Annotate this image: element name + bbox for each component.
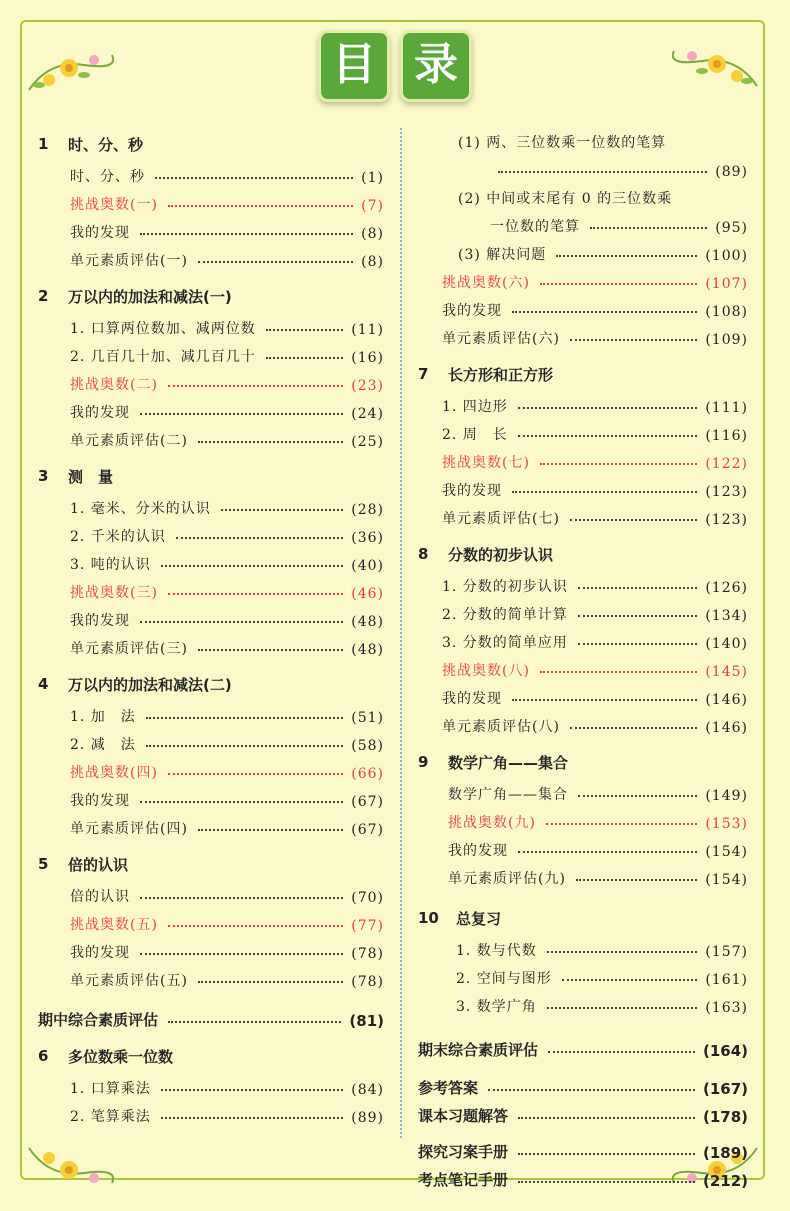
toc-entry[interactable] bbox=[418, 596, 748, 624]
toc-entry[interactable] bbox=[418, 472, 748, 500]
toc-entry[interactable] bbox=[38, 310, 384, 338]
chapter-heading[interactable] bbox=[38, 462, 384, 490]
page-number: (81) bbox=[349, 1012, 384, 1030]
entry-label: 3. 数学广角 bbox=[456, 999, 537, 1015]
chapter-number: 7 bbox=[418, 365, 429, 383]
page-number: (163) bbox=[705, 1000, 748, 1016]
toc-entry[interactable] bbox=[418, 860, 748, 888]
entry-label: 单元素质评估(五) bbox=[70, 973, 188, 989]
page-number: (111) bbox=[705, 400, 748, 416]
page-number: (140) bbox=[705, 636, 748, 652]
entry-label: 单元素质评估(三) bbox=[70, 641, 188, 657]
toc-entry[interactable] bbox=[38, 810, 384, 838]
toc-entry[interactable] bbox=[38, 394, 384, 422]
toc-entry[interactable] bbox=[38, 1098, 384, 1126]
toc-entry[interactable] bbox=[418, 776, 748, 804]
chapter-heading[interactable] bbox=[418, 540, 748, 568]
dot-leader bbox=[518, 1153, 695, 1155]
entry-label: 期末综合素质评估 bbox=[418, 1041, 539, 1059]
page-number: (146) bbox=[705, 720, 748, 736]
chapter-title: 多位数乘一位数 bbox=[68, 1047, 174, 1066]
page-number: (46) bbox=[351, 586, 384, 602]
page-number: (164) bbox=[702, 1042, 748, 1060]
dot-leader bbox=[512, 699, 697, 701]
toc-entry[interactable] bbox=[38, 630, 384, 658]
chapter-number: 3 bbox=[38, 467, 49, 485]
chapter-heading[interactable] bbox=[38, 282, 384, 310]
dot-leader bbox=[518, 1181, 695, 1183]
entry-label: 挑战奥数(九) bbox=[448, 815, 536, 831]
bottom-left-flower-ornament bbox=[24, 1138, 114, 1198]
toc-entry-challenge[interactable] bbox=[38, 906, 384, 934]
chapter-number: 10 bbox=[418, 909, 439, 927]
toc-entry[interactable] bbox=[38, 338, 384, 366]
toc-entry-line1[interactable] bbox=[418, 184, 748, 208]
dot-leader bbox=[518, 1117, 695, 1119]
page-number: (78) bbox=[351, 974, 384, 990]
dot-leader bbox=[168, 1021, 341, 1023]
chapter-heading[interactable] bbox=[38, 1042, 384, 1070]
toc-entry[interactable] bbox=[418, 708, 748, 736]
page-number: (7) bbox=[361, 198, 384, 214]
dot-leader bbox=[590, 227, 707, 229]
toc-entry[interactable] bbox=[38, 878, 384, 906]
page-number: (212) bbox=[702, 1172, 748, 1190]
chapter-number: 5 bbox=[38, 855, 49, 873]
page-number: (89) bbox=[351, 1110, 384, 1126]
toc-entry-challenge[interactable] bbox=[38, 754, 384, 782]
toc-entry[interactable] bbox=[38, 422, 384, 450]
entry-label: 挑战奥数(八) bbox=[442, 663, 530, 679]
entry-label: 挑战奥数(六) bbox=[442, 275, 530, 291]
entry-label: (3) 解决问题 bbox=[458, 247, 547, 263]
dot-leader bbox=[518, 407, 698, 409]
chapter-title: 分数的初步认识 bbox=[448, 545, 554, 564]
dot-leader bbox=[547, 1007, 698, 1009]
dot-leader bbox=[198, 441, 343, 443]
toc-entry[interactable] bbox=[418, 932, 748, 960]
dot-leader bbox=[198, 261, 353, 263]
toc-entry[interactable] bbox=[38, 546, 384, 574]
dot-leader bbox=[266, 357, 343, 359]
entry-label: 挑战奥数(三) bbox=[70, 585, 158, 601]
entry-label: 我的发现 bbox=[70, 613, 130, 629]
dot-leader bbox=[547, 951, 698, 953]
entry-label: 2. 减 法 bbox=[70, 737, 136, 753]
entry-label: 期中综合素质评估 bbox=[38, 1011, 159, 1029]
chapter-title: 万以内的加法和减法(一) bbox=[68, 287, 232, 306]
dot-leader bbox=[198, 829, 343, 831]
entry-label: 我的发现 bbox=[70, 945, 130, 961]
column-divider bbox=[400, 128, 402, 1138]
chapter-title: 万以内的加法和减法(二) bbox=[68, 675, 232, 694]
entry-label: (2) 中间或末尾有 0 的三位数乘 bbox=[458, 191, 673, 207]
chapter-heading[interactable] bbox=[418, 904, 748, 932]
page-number: (109) bbox=[705, 332, 748, 348]
dot-leader bbox=[578, 795, 697, 797]
entry-label: 挑战奥数(二) bbox=[70, 377, 158, 393]
toc-entry-challenge[interactable] bbox=[38, 186, 384, 214]
entry-label: 1. 分数的初步认识 bbox=[442, 579, 568, 595]
toc-entry-line1[interactable] bbox=[418, 128, 748, 152]
page-number: (107) bbox=[705, 276, 748, 292]
chapter-title: 倍的认识 bbox=[68, 855, 129, 874]
entry-label: 单元素质评估(八) bbox=[442, 719, 560, 735]
page-number: (36) bbox=[351, 530, 384, 546]
page-number: (126) bbox=[705, 580, 748, 596]
page-number: (154) bbox=[705, 844, 748, 860]
dot-leader bbox=[266, 329, 343, 331]
entry-label: (1) 两、三位数乘一位数的笔算 bbox=[458, 135, 667, 151]
entry-label: 2. 周 长 bbox=[442, 427, 508, 443]
page-number: (154) bbox=[705, 872, 748, 888]
chapter-number: 6 bbox=[38, 1047, 49, 1065]
page-number: (67) bbox=[351, 822, 384, 838]
entry-label: 挑战奥数(五) bbox=[70, 917, 158, 933]
dot-leader bbox=[578, 615, 698, 617]
top-left-flower-ornament bbox=[24, 40, 114, 100]
toc-entry[interactable] bbox=[38, 518, 384, 546]
toc-entry-answers[interactable] bbox=[418, 1070, 748, 1098]
page-number: (89) bbox=[715, 164, 748, 180]
toc-entry[interactable] bbox=[418, 568, 748, 596]
dot-leader bbox=[518, 435, 698, 437]
dot-leader bbox=[221, 509, 343, 511]
dot-leader bbox=[498, 171, 707, 173]
toc-entry[interactable] bbox=[38, 698, 384, 726]
chapter-heading[interactable] bbox=[38, 850, 384, 878]
page-number: (178) bbox=[702, 1108, 748, 1126]
entry-label: 3. 分数的简单应用 bbox=[442, 635, 568, 651]
chapter-number: 4 bbox=[38, 675, 49, 693]
entry-label: 挑战奥数(一) bbox=[70, 197, 158, 213]
page-number: (66) bbox=[351, 766, 384, 782]
dot-leader bbox=[198, 981, 343, 983]
entry-label: 我的发现 bbox=[70, 793, 130, 809]
dot-leader bbox=[168, 593, 343, 595]
entry-label: 挑战奥数(七) bbox=[442, 455, 530, 471]
entry-label: 我的发现 bbox=[70, 405, 130, 421]
page-number: (123) bbox=[705, 484, 748, 500]
toc-entry-final-exam[interactable] bbox=[418, 1032, 748, 1060]
chapter-number: 1 bbox=[38, 135, 49, 153]
dot-leader bbox=[161, 1089, 343, 1091]
chapter-title: 时、分、秒 bbox=[68, 135, 144, 154]
dot-leader bbox=[146, 717, 343, 719]
entry-label: 1. 数与代数 bbox=[456, 943, 537, 959]
entry-label: 单元素质评估(九) bbox=[448, 871, 566, 887]
page-number: (28) bbox=[351, 502, 384, 518]
toc-entry[interactable] bbox=[38, 1070, 384, 1098]
page-number: (16) bbox=[351, 350, 384, 366]
page-number: (1) bbox=[361, 170, 384, 186]
chapter-heading[interactable] bbox=[418, 360, 748, 388]
toc-entry[interactable] bbox=[418, 988, 748, 1016]
toc-entry[interactable] bbox=[418, 320, 748, 348]
dot-leader bbox=[540, 671, 697, 673]
entry-label: 3. 吨的认识 bbox=[70, 557, 151, 573]
toc-entry[interactable] bbox=[418, 292, 748, 320]
dot-leader bbox=[512, 311, 697, 313]
toc-entry[interactable] bbox=[38, 934, 384, 962]
dot-leader bbox=[140, 233, 353, 235]
entry-label: 考点笔记手册 bbox=[418, 1171, 509, 1189]
page-number: (25) bbox=[351, 434, 384, 450]
page-number: (146) bbox=[705, 692, 748, 708]
chapter-heading[interactable] bbox=[418, 748, 748, 776]
chapter-number: 2 bbox=[38, 287, 49, 305]
toc-entry-midterm[interactable] bbox=[38, 1002, 384, 1030]
page-number: (48) bbox=[351, 642, 384, 658]
page-number: (24) bbox=[351, 406, 384, 422]
entry-label: 我的发现 bbox=[442, 303, 502, 319]
entry-label: 单元素质评估(四) bbox=[70, 821, 188, 837]
chapter-number: 9 bbox=[418, 753, 429, 771]
page-number: (77) bbox=[351, 918, 384, 934]
entry-label: 单元素质评估(六) bbox=[442, 331, 560, 347]
chapter-title: 数学广角——集合 bbox=[448, 753, 569, 772]
dot-leader bbox=[161, 565, 343, 567]
dot-leader bbox=[198, 649, 343, 651]
dot-leader bbox=[578, 643, 698, 645]
page-number: (67) bbox=[351, 794, 384, 810]
dot-leader bbox=[488, 1089, 695, 1091]
page-number: (189) bbox=[702, 1144, 748, 1162]
toc-left-column bbox=[38, 130, 384, 1126]
toc-entry-challenge[interactable] bbox=[418, 264, 748, 292]
dot-leader bbox=[140, 413, 343, 415]
page-number: (58) bbox=[351, 738, 384, 754]
dot-leader bbox=[546, 823, 697, 825]
chapter-heading[interactable] bbox=[38, 670, 384, 698]
dot-leader bbox=[140, 621, 343, 623]
toc-entry[interactable] bbox=[418, 624, 748, 652]
entry-label: 倍的认识 bbox=[70, 889, 130, 905]
page-number: (8) bbox=[361, 226, 384, 242]
dot-leader bbox=[140, 897, 343, 899]
dot-leader bbox=[140, 801, 343, 803]
page-number: (145) bbox=[705, 664, 748, 680]
page-number: (108) bbox=[705, 304, 748, 320]
dot-leader bbox=[168, 205, 353, 207]
entry-label: 1. 加 法 bbox=[70, 709, 136, 725]
entry-label: 1. 四边形 bbox=[442, 399, 508, 415]
toc-entry-challenge[interactable] bbox=[38, 366, 384, 394]
dot-leader bbox=[562, 979, 698, 981]
page-number: (167) bbox=[702, 1080, 748, 1098]
dot-leader bbox=[518, 851, 697, 853]
entry-label: 我的发现 bbox=[442, 691, 502, 707]
page-number: (149) bbox=[705, 788, 748, 804]
entry-label: 课本习题解答 bbox=[418, 1107, 509, 1125]
toc-entry-challenge[interactable] bbox=[418, 804, 748, 832]
dot-leader bbox=[570, 339, 697, 341]
toc-entry[interactable] bbox=[418, 236, 748, 264]
entry-label: 2. 几百几十加、减几百几十 bbox=[70, 349, 256, 365]
dot-leader bbox=[570, 727, 697, 729]
toc-entry[interactable] bbox=[418, 388, 748, 416]
toc-entry-line2[interactable] bbox=[418, 208, 748, 236]
entry-label: 时、分、秒 bbox=[70, 169, 145, 185]
page-number: (153) bbox=[705, 816, 748, 832]
page-number: (161) bbox=[705, 972, 748, 988]
toc-entry[interactable] bbox=[418, 416, 748, 444]
entry-label: 单元素质评估(一) bbox=[70, 253, 188, 269]
page-number: (116) bbox=[705, 428, 748, 444]
toc-entry-notes-handbook[interactable] bbox=[418, 1162, 748, 1190]
dot-leader bbox=[570, 519, 697, 521]
entry-label: 数学广角——集合 bbox=[448, 787, 568, 803]
dot-leader bbox=[168, 925, 343, 927]
toc-entry[interactable] bbox=[418, 680, 748, 708]
page-number: (8) bbox=[361, 254, 384, 270]
dot-leader bbox=[140, 953, 343, 955]
toc-entry[interactable] bbox=[38, 962, 384, 990]
entry-label: 我的发现 bbox=[70, 225, 130, 241]
entry-label: 我的发现 bbox=[448, 843, 508, 859]
entry-label: 单元素质评估(七) bbox=[442, 511, 560, 527]
page-number: (23) bbox=[351, 378, 384, 394]
entry-label: 1. 口算乘法 bbox=[70, 1081, 151, 1097]
page-number: (123) bbox=[705, 512, 748, 528]
page-title-char-1: 目 bbox=[318, 30, 390, 102]
dot-leader bbox=[155, 177, 353, 179]
dot-leader bbox=[146, 745, 343, 747]
chapter-heading[interactable] bbox=[38, 130, 384, 158]
dot-leader bbox=[578, 587, 698, 589]
toc-entry[interactable] bbox=[38, 726, 384, 754]
entry-label: 2. 分数的简单计算 bbox=[442, 607, 568, 623]
page-number: (134) bbox=[705, 608, 748, 624]
toc-entry[interactable] bbox=[38, 782, 384, 810]
chapter-title: 测 量 bbox=[68, 467, 114, 486]
dot-leader bbox=[512, 491, 697, 493]
toc-entry-challenge[interactable] bbox=[418, 652, 748, 680]
entry-label: 我的发现 bbox=[442, 483, 502, 499]
top-right-flower-ornament bbox=[672, 36, 762, 96]
entry-label: 2. 笔算乘法 bbox=[70, 1109, 151, 1125]
toc-entry[interactable] bbox=[418, 500, 748, 528]
entry-label: 参考答案 bbox=[418, 1079, 479, 1097]
dot-leader bbox=[556, 255, 697, 257]
entry-label: 单元素质评估(二) bbox=[70, 433, 188, 449]
page-number: (100) bbox=[705, 248, 748, 264]
toc-entry[interactable] bbox=[418, 960, 748, 988]
toc-entry-textbook-solutions[interactable] bbox=[418, 1098, 748, 1126]
entry-label: 探究习案手册 bbox=[418, 1143, 509, 1161]
toc-entry[interactable] bbox=[38, 490, 384, 518]
entry-label: 一位数的笔算 bbox=[490, 219, 580, 235]
toc-entry[interactable] bbox=[38, 602, 384, 630]
page-number: (157) bbox=[705, 944, 748, 960]
dot-leader bbox=[540, 463, 697, 465]
toc-entry[interactable] bbox=[38, 158, 384, 186]
dot-leader bbox=[540, 283, 697, 285]
toc-right-column bbox=[418, 128, 748, 1190]
toc-entry[interactable] bbox=[38, 242, 384, 270]
dot-leader bbox=[548, 1051, 695, 1053]
toc-entry-line2[interactable] bbox=[418, 152, 748, 180]
dot-leader bbox=[176, 537, 343, 539]
page-number: (51) bbox=[351, 710, 384, 726]
toc-entry[interactable] bbox=[38, 214, 384, 242]
chapter-number: 8 bbox=[418, 545, 429, 563]
entry-label: 1. 口算两位数加、减两位数 bbox=[70, 321, 256, 337]
toc-entry-inquiry-handbook[interactable] bbox=[418, 1134, 748, 1162]
page-number: (48) bbox=[351, 614, 384, 630]
entry-label: 挑战奥数(四) bbox=[70, 765, 158, 781]
page-number: (95) bbox=[715, 220, 748, 236]
dot-leader bbox=[161, 1117, 343, 1119]
page-title-char-2: 录 bbox=[400, 30, 472, 102]
page-number: (78) bbox=[351, 946, 384, 962]
entry-label: 2. 空间与图形 bbox=[456, 971, 552, 987]
chapter-title: 长方形和正方形 bbox=[448, 365, 554, 384]
dot-leader bbox=[168, 385, 343, 387]
page-number: (84) bbox=[351, 1082, 384, 1098]
dot-leader bbox=[168, 773, 343, 775]
chapter-title: 总复习 bbox=[456, 909, 502, 928]
toc-entry-challenge[interactable] bbox=[38, 574, 384, 602]
page-number: (40) bbox=[351, 558, 384, 574]
toc-entry[interactable] bbox=[418, 832, 748, 860]
dot-leader bbox=[576, 879, 697, 881]
page-number: (11) bbox=[351, 322, 384, 338]
entry-label: 1. 毫米、分米的认识 bbox=[70, 501, 211, 517]
page-number: (70) bbox=[351, 890, 384, 906]
entry-label: 2. 千米的认识 bbox=[70, 529, 166, 545]
toc-entry-challenge[interactable] bbox=[418, 444, 748, 472]
page-number: (122) bbox=[705, 456, 748, 472]
